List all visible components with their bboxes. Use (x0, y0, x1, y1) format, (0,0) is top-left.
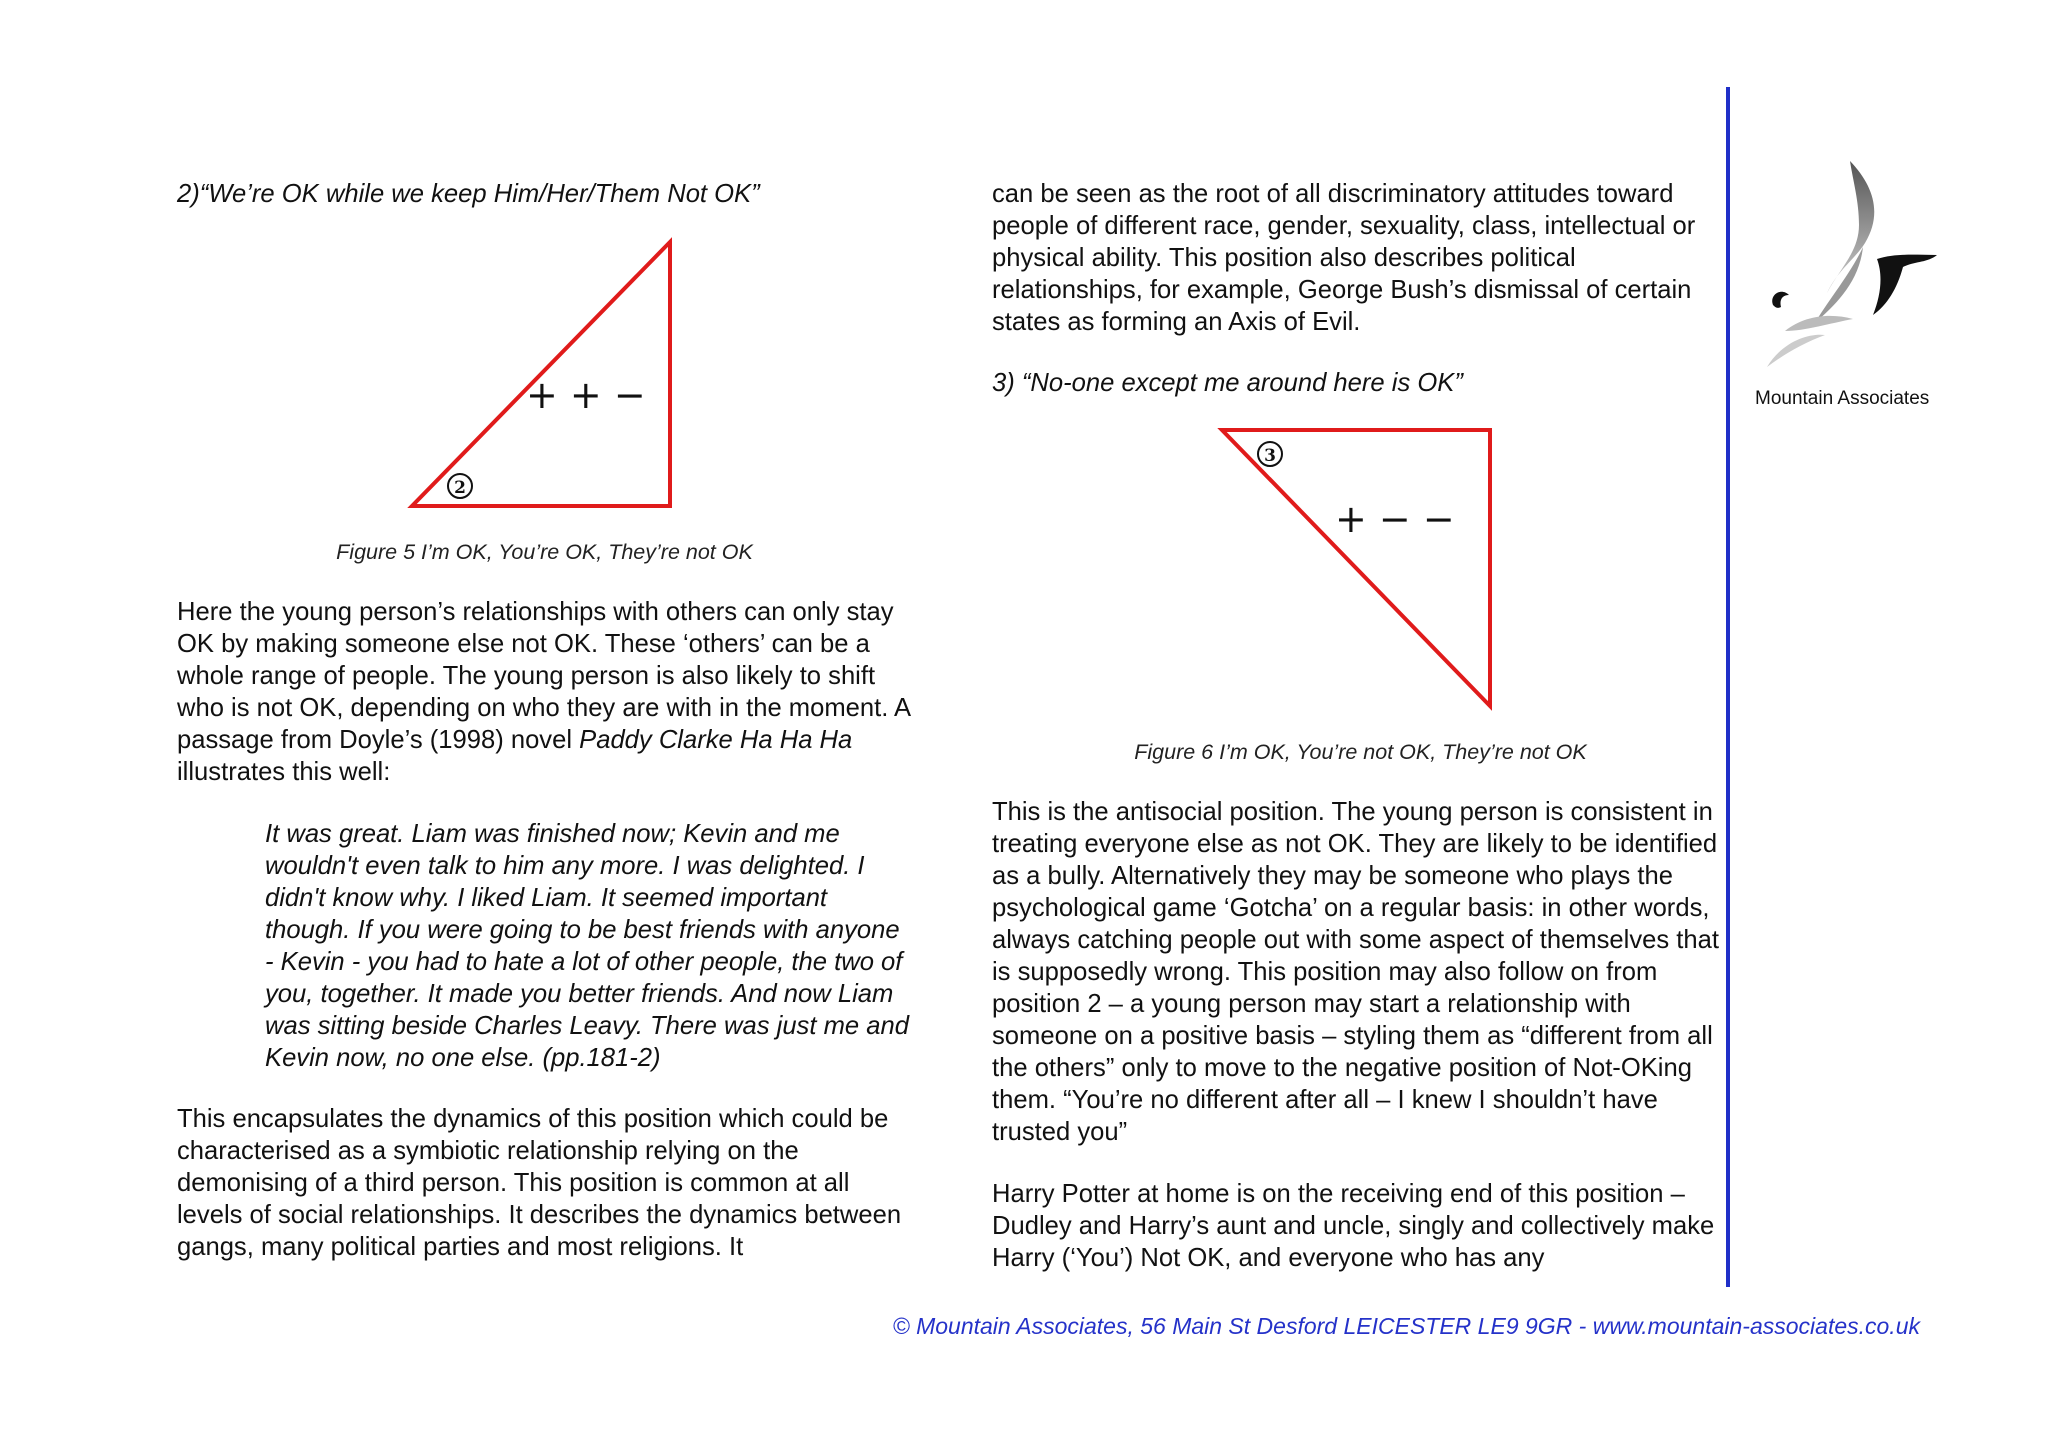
section-heading-3: 3) “No-one except me around here is OK” (992, 369, 1463, 397)
right-paragraph-1: This is the antisocial position. The young person is consistent in treating everyone else as not OK. They are likely to be identified as a bully. Alternatively they may be someone who plays the psychological game ‘Gotcha’ on a regular basis: in other words, always catching people out with some aspect of themselves that is supposedly wrong. This position may also follow on from position 2 – a young person may start a relationship with someone on a positive basis – styling them as “different from all the others” only to move to the negative position of Not-OKing them. “You’re no different after all – I knew I shouldn’t have trusted you” (992, 798, 1719, 1146)
mountain-associates-logo (1755, 155, 1945, 385)
book-title: Paddy Clarke Ha Ha Ha (579, 726, 853, 754)
figure-5-marks: + + − (526, 373, 646, 417)
vertical-rule (1726, 87, 1730, 1287)
figure-6-triangle (1210, 420, 1510, 720)
right-paragraph-0: can be seen as the root of all discriminatory attitudes toward people of different race, gender, sexuality, class, intellectual or physical ability. This position also describes political relationships, for example, George Bush’s dismissal of certain states as forming an Axis of Evil. (992, 180, 1696, 336)
block-quote: It was great. Liam was finished now; Kevin and me wouldn't even talk to him any more. I was delighted. I didn't know why. I liked Liam. It seemed important though. If you were going to be best friends with anyone - Kevin - you had to hate a lot of other people, the two of you, together. It made you better friends. And now Liam was sitting beside Charles Leavy. There was just me and Kevin now, no one else. (pp.181-2) (265, 820, 909, 1072)
figure-5-number: 2 (454, 478, 466, 498)
figure-6-marks: + − − (1335, 497, 1455, 541)
figure-6-caption: Figure 6 I’m OK, You’re not OK, They’re not OK (1134, 740, 1587, 764)
section-heading-2: 2)“We’re OK while we keep Him/Her/Them Not OK” (177, 180, 760, 208)
left-paragraph-1-end: illustrates this well: (177, 758, 391, 786)
left-paragraph-1 (177, 596, 912, 788)
logo-caption: Mountain Associates (1755, 388, 1930, 409)
figure-5-triangle (400, 230, 690, 520)
footer-address: © Mountain Associates, 56 Main St Desford LEICESTER LE9 9GR - www.mountain-associates.co.uk (892, 1313, 1920, 1339)
left-paragraph-1-start: Here the young person’s relationships with others can only stay OK by making someone else not OK. These ‘others’ can be a whole range of people. The young person is also likely to shift who is not OK, depending on who they are with in the moment. A passage from Doyle’s (1998) novel (177, 598, 910, 754)
figure-6-number: 3 (1264, 446, 1276, 466)
right-paragraph-2: Harry Potter at home is on the receiving end of this position – Dudley and Harry’s aunt and uncle, singly and collectively make Harry (‘You’) Not OK, and everyone who has any (992, 1180, 1715, 1272)
figure-5-caption: Figure 5 I’m OK, You’re OK, They’re not OK (336, 540, 753, 564)
left-paragraph-2: This encapsulates the dynamics of this position which could be characterised as a symbiotic relationship relying on the demonising of a third person. This position is common at all levels of social relationships. It describes the dynamics between gangs, many political parties and most religions. It (177, 1105, 902, 1261)
